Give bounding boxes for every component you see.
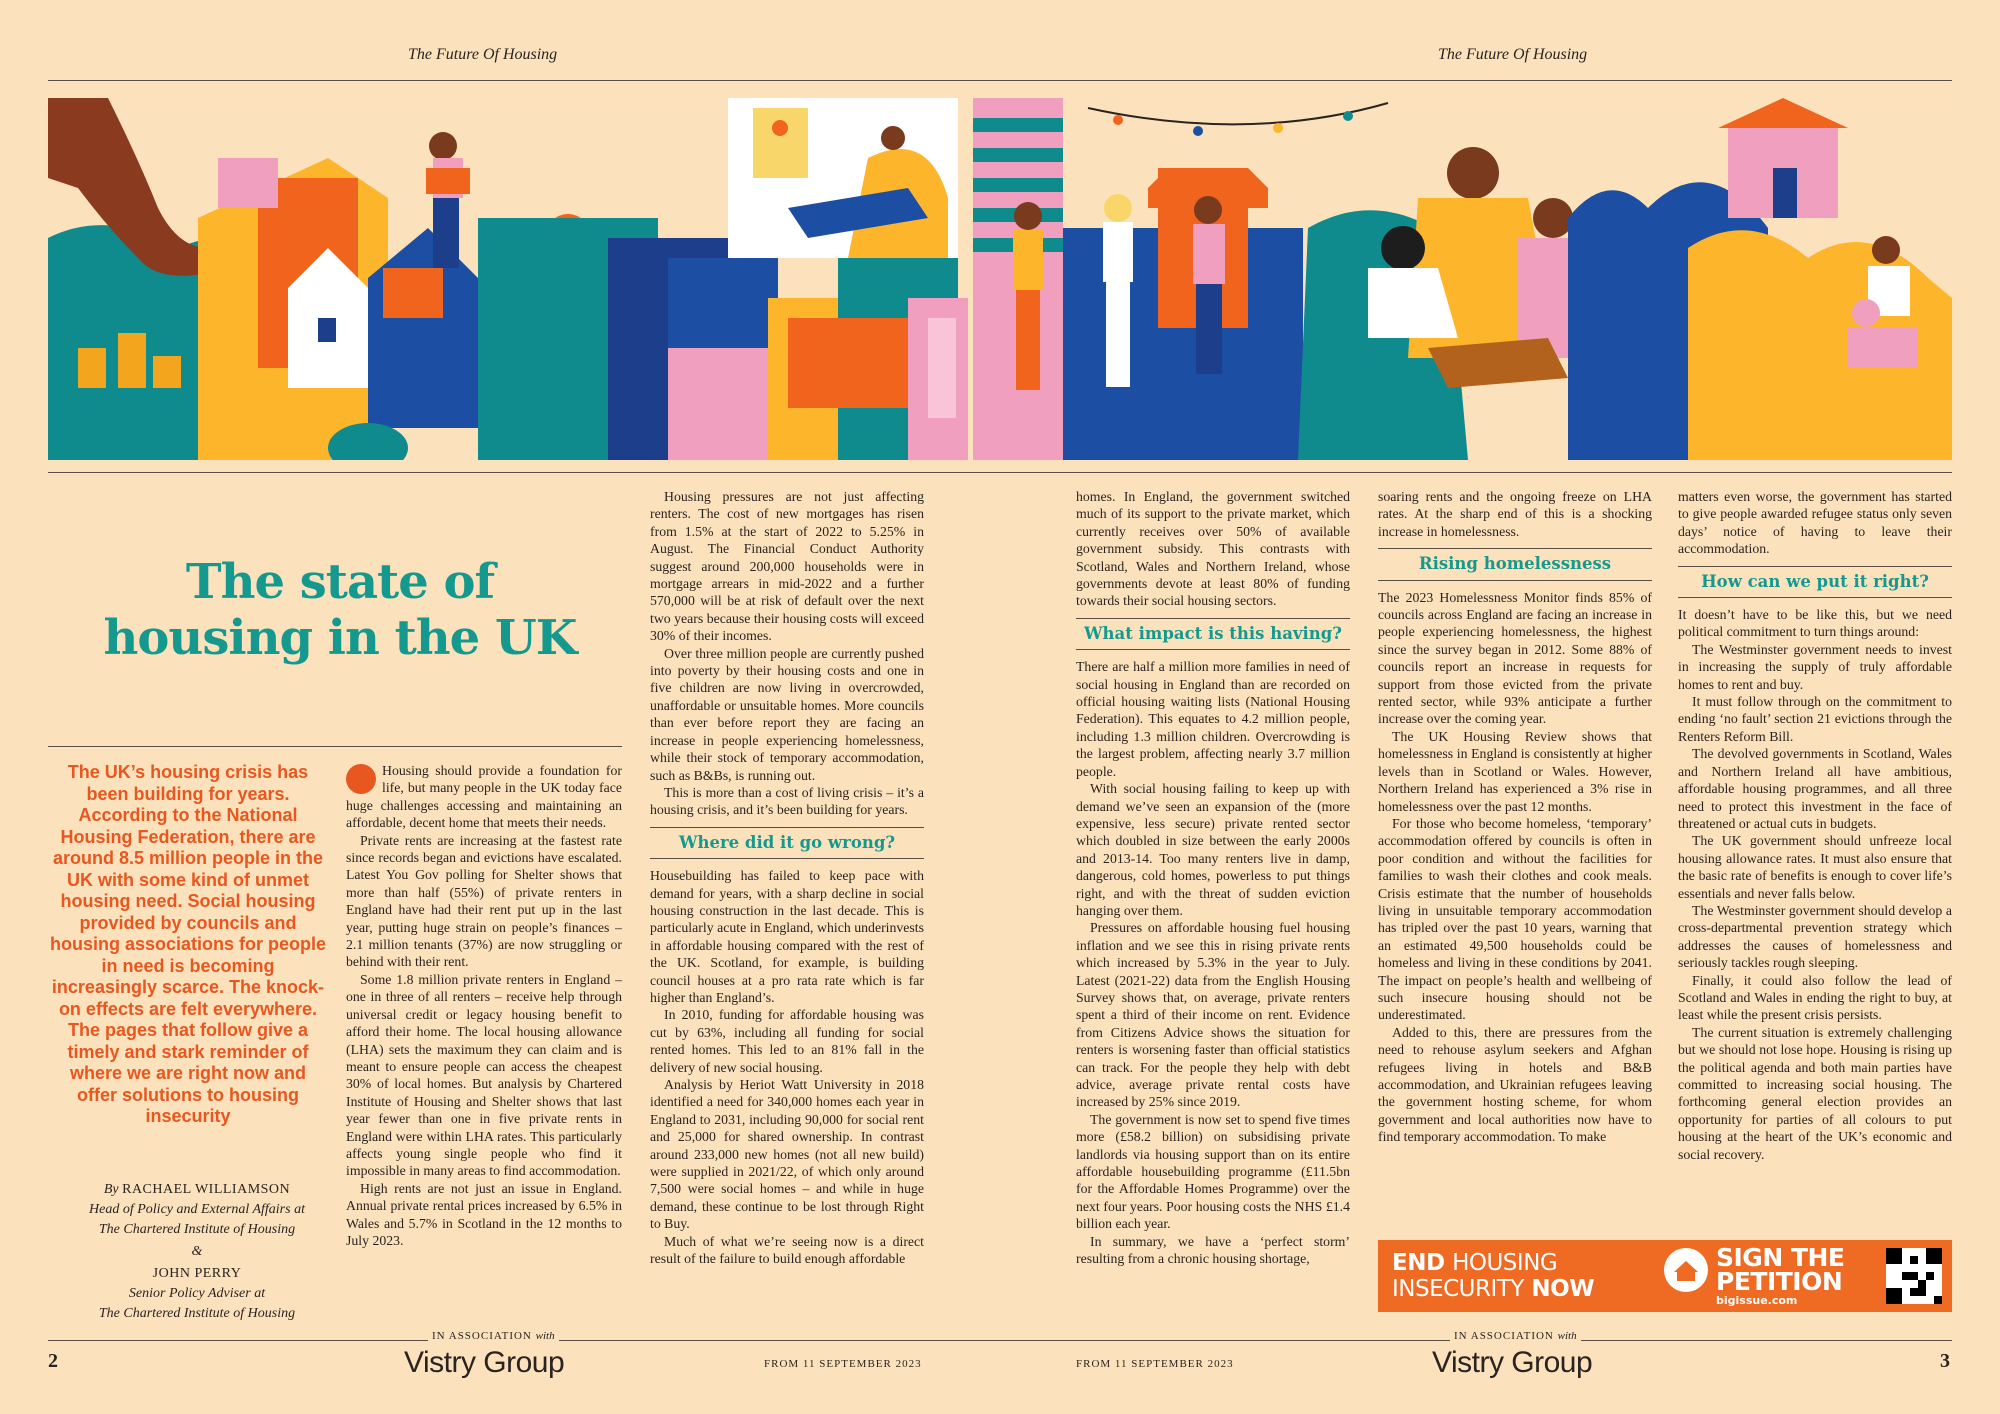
paragraph: Housing should provide a foundation for life, but many people in the UK today face huge challenges accessing and maintaining an affordable, decent home that meets their needs. bbox=[346, 763, 622, 831]
paragraph: High rents are not just an issue in England. Annual private rental prices increased by 6.5% in Wales and 5.7% in Scotland in the 12 months to July 2023. bbox=[346, 1180, 622, 1248]
page-number-right: 3 bbox=[1940, 1350, 1950, 1372]
subheading-how-can-we-put-it-right: How can we put it right? bbox=[1678, 566, 1952, 598]
paragraph: The Westminster government should develop a cross-departmental prevention strategy which addresses the causes of homelessness and seriously tackles rough sleeping. bbox=[1678, 902, 1952, 971]
column-4 bbox=[1378, 488, 1652, 1146]
paragraph: homes. In England, the government switched much of its support to the private market, which currently receives over 50% of available government subsidy. This contrasts with Scotland, Wales and Northern Ireland, whose governments devote at least 80% of funding towards their social housing sectors. bbox=[1076, 489, 1350, 609]
standfirst: The UK’s housing crisis has been building for years. According to the National Housing Federation, there are around 8.5 million people in the UK with some kind of unmet housing need. Social housing provided by councils and housing associations for people in need is becoming increasingly scarce. The knock-on effects are felt everywhere. The pages that follow give a timely and stark reminder of where we are right now and offer solutions to housing insecurity bbox=[49, 762, 327, 1126]
paragraph: For those who become homeless, ‘temporary’ accommodation offered by councils is often in poor condition and without the facilities for families to wash their clothes and cook meals. Crisis estimate that the number of households living in unsuitable temporary accommodation has tripled over the past 10 years, warning that an estimated 49,500 households could be homeless and living in these conditions by 2041. The impact on people’s health and wellbeing of such insecure housing should not be underestimated. bbox=[1378, 815, 1652, 1023]
column-2 bbox=[650, 488, 924, 1267]
byline-ampersand: & bbox=[191, 1244, 203, 1259]
paragraph: The UK Housing Review shows that homelessness in England is consistently at higher levels than in Scotland or Wales. However, Northern Ireland has experienced a 3% rise in homelessness over the past 12 months. bbox=[1378, 728, 1652, 814]
sponsor-logo-left: Vistry Group bbox=[404, 1346, 565, 1379]
subheading-where-did-it-go-wrong: Where did it go wrong? bbox=[650, 827, 924, 859]
paragraph: The current situation is extremely challenging but we should not lose hope. Housing is rising up the political agenda and both main parties have committed to increasing social housing. The forthcoming general election provides an opportunity for parties of all colours to put housing at the heart of the UK’s economic and social recovery. bbox=[1678, 1024, 1952, 1162]
paragraph: Analysis by Heriot Watt University in 2018 identified a need for 340,000 homes each year in England to 2031, including 90,000 for social rent and 25,000 for shared ownership. In contrast around 233,000 new homes (not all new build) were supplied in 2021/22, of which only around 7,500 were social homes – and while in huge demand, these continue to be lost through Right to Buy. bbox=[650, 1077, 924, 1232]
house-icon bbox=[1664, 1248, 1708, 1292]
illustration-rule bbox=[48, 472, 1952, 473]
paragraph: It must follow through on the commitment to ending ‘no fault’ section 21 evictions through the Renters Reform Bill. bbox=[1678, 694, 1952, 744]
sponsor-logo-right: Vistry Group bbox=[1432, 1346, 1593, 1379]
paragraph: Housing pressures are not just affecting renters. The cost of new mortgages has risen from 1.5% at the start of 2022 to 5.25% in August. The Financial Conduct Authority suggest around 200,000 households were in mortgage arrears in mid-2022 and a further 570,000 will be at risk of default over the next two years because their housing costs will exceed 30% of their incomes. bbox=[650, 489, 924, 644]
paragraph: Much of what we’re seeing now is a direct result of the failure to build enough affordable bbox=[650, 1233, 924, 1267]
banner-housing: HOUSING bbox=[1452, 1250, 1558, 1276]
banner-end: END bbox=[1392, 1250, 1445, 1276]
byline-by: By bbox=[103, 1182, 119, 1197]
subheading-what-impact: What impact is this having? bbox=[1076, 618, 1350, 650]
banner-now: NOW bbox=[1531, 1276, 1595, 1302]
paragraph: In 2010, funding for affordable housing was cut by 63%, including all funding for social rented homes. This led to an 81% fall in the delivery of new social housing. bbox=[650, 1007, 924, 1075]
paragraph: With social housing failing to keep up with demand we’ve seen an expansion of the (more expensive, less secure) private rented sector which doubled in size between the early 2000s and 2013-14. Too many renters live in damp, dangerous, cold homes, powerless to put things right, and with the threat of sudden eviction hanging over them. bbox=[1076, 781, 1350, 918]
column-5 bbox=[1678, 488, 1952, 1163]
paragraph: Some 1.8 million private renters in England – one in three of all renters – receive help through universal credit or legacy housing benefit to afford their home. The local housing allowance (LHA) sets the maximum they can claim and is meant to ensure people can access the cheapest 30% of local homes. But analysis by Chartered Institute of Housing and Shelter shows that last year fewer than one in five private rents in England were within LHA rates. This particularly affects young single people who find it impossible in many areas to find accommodation. bbox=[346, 971, 622, 1179]
banner-insecurity: INSECURITY bbox=[1392, 1276, 1524, 1302]
hero-illustration bbox=[48, 98, 1952, 460]
paragraph: The devolved governments in Scotland, Wales and Northern Ireland all have ambitious, affordable housing programmes, and all three need to protect this investment in the face of threatened or actual cuts in budgets. bbox=[1678, 746, 1952, 831]
banner-sign-the: SIGN THE bbox=[1716, 1243, 1845, 1272]
standfirst-rule bbox=[48, 746, 622, 747]
author-name-1: RACHAEL WILLIAMSON bbox=[122, 1182, 291, 1197]
paragraph: soaring rents and the ongoing freeze on LHA rates. At the sharp end of this is a shocking increase in homelessness. bbox=[1378, 489, 1652, 539]
author-role-1a: Head of Policy and External Affairs at bbox=[89, 1202, 305, 1217]
paragraph: Housebuilding has failed to keep pace with demand for years, with a sharp decline in social housing construction in the last decade. This is particularly acute in England, which underinvests in affordable housing compared with the rest of the UK. Scotland, for example, is building council houses at a pro rata rate which is far higher than England’s. bbox=[650, 868, 924, 1005]
paragraph: The UK government should unfreeze local housing allowance rates. It must also ensure that the basic rate of benefits is enough to cover life’s essentials and never falls below. bbox=[1678, 833, 1952, 901]
paragraph: It doesn’t have to be like this, but we need political commitment to turn things around: bbox=[1678, 607, 1952, 640]
right-page-kicker: The Future Of Housing bbox=[1438, 46, 1588, 63]
petition-banner[interactable] bbox=[1378, 1240, 1952, 1312]
author-role-1b: The Chartered Institute of Housing bbox=[98, 1222, 296, 1237]
footer-assoc-left: IN ASSOCIATION with bbox=[428, 1330, 559, 1342]
issue-date-left: FROM 11 SEPTEMBER 2023 bbox=[764, 1358, 922, 1370]
header-rule bbox=[48, 80, 1952, 81]
drop-dot-icon bbox=[346, 764, 376, 794]
author-name-2: JOHN PERRY bbox=[152, 1266, 242, 1281]
paragraph: Over three million people are currently pushed into poverty by their housing costs and one in five children are now living in overcrowded, unaffordable or unsuitable homes. More councils than ever before report they are facing an increase in people experiencing homelessness, while their stock of temporary accommodation, such as B&Bs, is running out. bbox=[650, 645, 924, 783]
issue-date-right: FROM 11 SEPTEMBER 2023 bbox=[1076, 1358, 1234, 1370]
page-number-left: 2 bbox=[48, 1350, 58, 1372]
left-page-kicker: The Future Of Housing bbox=[408, 46, 558, 63]
paragraph: Pressures on affordable housing fuel housing inflation and we see this in rising private rents which increased by 5.3% in the year to July. Latest (2021-22) data from the English Housing Survey shows that, on average, private renters spent a third of their income on rent. Evidence from Citizens Advice shows the situation for renters is worsening faster than official statistics can track. For the people they help with debt advice, average private rental costs have increased by 25% since 2019. bbox=[1076, 920, 1350, 1110]
paragraph: The government is now set to spend five times more (£58.2 billion) on subsidising private landlords via housing support than on its entire affordable housebuilding programme (£11.5bn for the Affordable Homes Programme) over the next four years. Poor housing costs the NHS £1.4 billion each year. bbox=[1076, 1111, 1350, 1232]
banner-petition: PETITION bbox=[1716, 1267, 1843, 1296]
column-3 bbox=[1076, 488, 1350, 1267]
article-headline: The state of housing in the UK bbox=[103, 554, 577, 666]
paragraph: The Westminster government needs to invest in increasing the supply of truly affordable homes to rent and buy. bbox=[1678, 641, 1952, 692]
footer-rule bbox=[48, 1340, 1952, 1341]
author-role-2a: Senior Policy Adviser at bbox=[128, 1286, 266, 1301]
footer-assoc-right: IN ASSOCIATION with bbox=[1450, 1330, 1581, 1342]
column-1 bbox=[346, 762, 622, 1249]
paragraph: There are half a million more families in need of social housing in England than are recorded on official housing waiting lists (National Housing Federation). This equates to 4.2 million people, including 1.3 million children. Overcrowding is the largest problem, affecting nearly 3.7 million people. bbox=[1076, 659, 1350, 779]
paragraph: Private rents are increasing at the fastest rate since records began and evictions have escalated. Latest You Gov polling for Shelter shows that more than half (55%) of private renters in England have had their rent put up in the last year, putting huge strain on people’s finances – 2.1 million tenants (37%) are now struggling or behind with their rent. bbox=[346, 832, 622, 970]
paragraph: matters even worse, the government has started to give people awarded refugee status only seven days’ notice of having to leave their accommodation. bbox=[1678, 489, 1952, 557]
qr-code-icon[interactable] bbox=[1886, 1248, 1942, 1304]
paragraph: The 2023 Homelessness Monitor finds 85% of councils across England are facing an increase in people experiencing homelessness, the highest since the survey began in 2012. Some 88% of councils report an increase in requests for support from those evicted from the private rented sector, while 93% anticipate a further increase over the coming year. bbox=[1378, 589, 1652, 727]
byline bbox=[52, 1180, 342, 1324]
paragraph: In summary, we have a ‘perfect storm’ resulting from a chronic housing shortage, bbox=[1076, 1233, 1350, 1267]
author-role-2b: The Chartered Institute of Housing bbox=[98, 1306, 296, 1321]
banner-url: bigissue.com bbox=[1716, 1294, 1798, 1307]
paragraph: This is more than a cost of living crisis – it’s a housing crisis, and it’s been building for years. bbox=[650, 784, 924, 818]
paragraph: Finally, it could also follow the lead of Scotland and Wales in ending the right to buy, at least while the present crisis persists. bbox=[1678, 972, 1952, 1023]
subheading-rising-homelessness: Rising homelessness bbox=[1378, 548, 1652, 580]
paragraph: Added to this, there are pressures from the need to rehouse asylum seekers and Afghan refugees living in hotels and B&B accommodation, and Ukrainian refugees leaving the government hosting scheme, for whom government and local authorities now have to find temporary accommodation. To make bbox=[1378, 1024, 1652, 1145]
